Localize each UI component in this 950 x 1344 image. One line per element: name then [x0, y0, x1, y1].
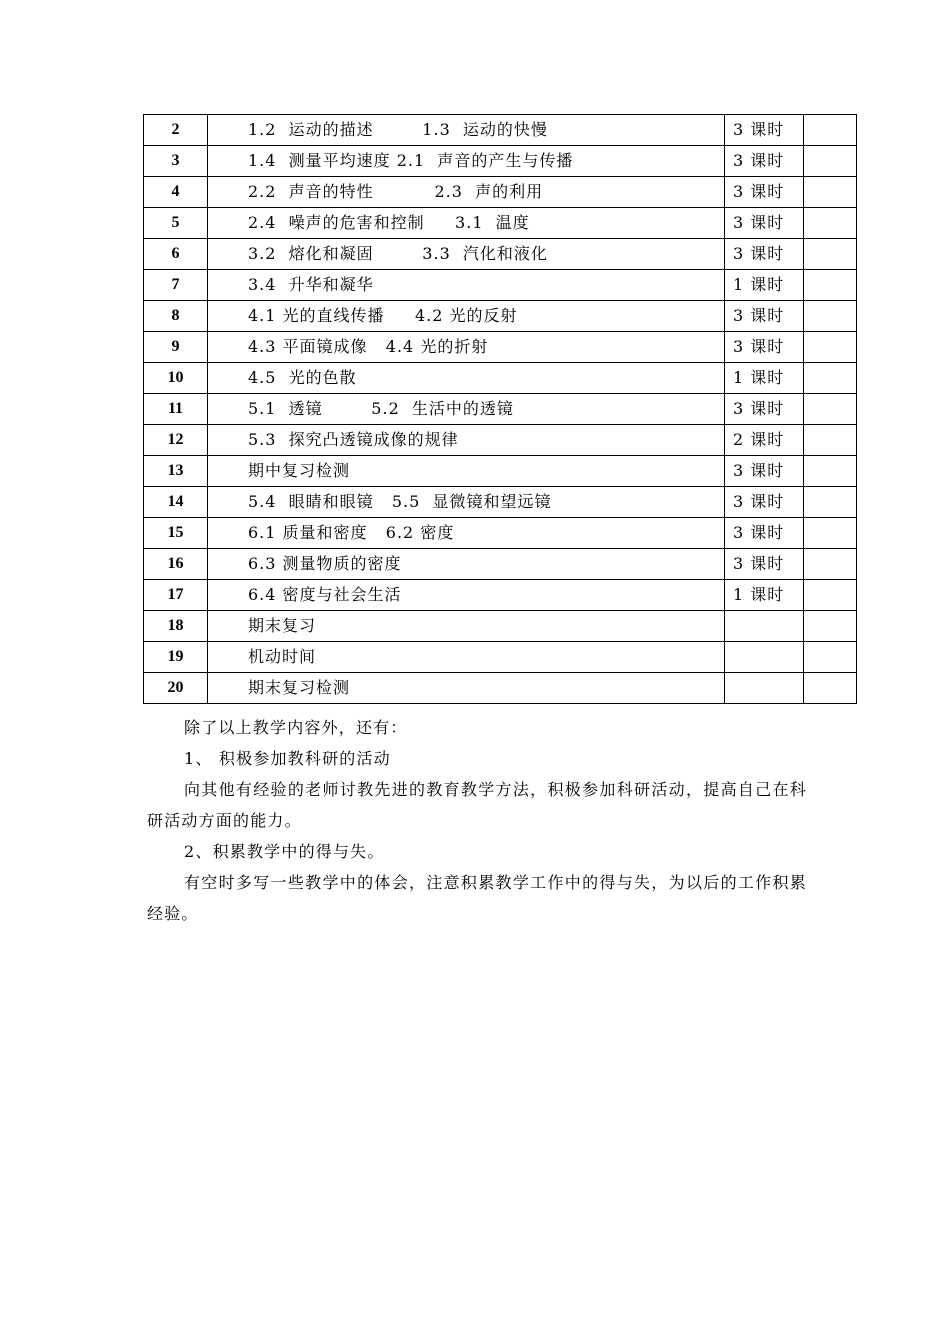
content-cell: 1.4 测量平均速度 2.1 声音的产生与传播: [208, 146, 725, 177]
hours-cell: [725, 673, 804, 704]
teaching-schedule-table: [143, 114, 857, 704]
table-row: [144, 239, 857, 270]
remarks-cell: [804, 394, 857, 425]
content-cell: 3.4 升华和凝华: [208, 270, 725, 301]
table-row: [144, 394, 857, 425]
remarks-cell: [804, 239, 857, 270]
remarks-cell: [804, 425, 857, 456]
content-cell: 期末复习: [208, 611, 725, 642]
hours-cell: 3 课时: [725, 208, 804, 239]
content-cell: 1.2 运动的描述 1.3 运动的快慢: [208, 115, 725, 146]
week-cell: 12: [144, 425, 208, 456]
content-cell: 5.4 眼睛和眼镜 5.5 显微镜和望远镜: [208, 487, 725, 518]
week-cell: 9: [144, 332, 208, 363]
remarks-cell: [804, 580, 857, 611]
content-cell: 5.3 探究凸透镜成像的规律: [208, 425, 725, 456]
table-row: [144, 487, 857, 518]
hours-cell: 3 课时: [725, 146, 804, 177]
week-cell: 11: [144, 394, 208, 425]
hours-cell: [725, 611, 804, 642]
week-cell: 2: [144, 115, 208, 146]
hours-cell: [725, 642, 804, 673]
table-row: [144, 177, 857, 208]
content-cell: 6.3 测量物质的密度: [208, 549, 725, 580]
remarks-cell: [804, 177, 857, 208]
week-cell: 8: [144, 301, 208, 332]
table-row: [144, 363, 857, 394]
table-row: [144, 456, 857, 487]
hours-cell: 3 课时: [725, 549, 804, 580]
table-row: [144, 673, 857, 704]
hours-cell: 3 课时: [725, 394, 804, 425]
hours-cell: 3 课时: [725, 487, 804, 518]
remarks-cell: [804, 673, 857, 704]
table-row: [144, 425, 857, 456]
table-row: [144, 580, 857, 611]
week-cell: 3: [144, 146, 208, 177]
week-cell: 16: [144, 549, 208, 580]
hours-cell: 1 课时: [725, 363, 804, 394]
item2-title: 2、积累教学中的得与失。: [184, 842, 385, 861]
table-row: [144, 518, 857, 549]
week-cell: 15: [144, 518, 208, 549]
hours-cell: 3 课时: [725, 456, 804, 487]
remarks-cell: [804, 115, 857, 146]
remarks-cell: [804, 363, 857, 394]
content-cell: 4.3 平面镜成像 4.4 光的折射: [208, 332, 725, 363]
week-cell: 7: [144, 270, 208, 301]
item2-paragraph: 有空时多写一些教学中的体会，注意积累教学工作中的得与失，为以后的工作积累经验。: [147, 873, 807, 923]
content-cell: 4.5 光的色散: [208, 363, 725, 394]
item1-title: 1、 积极参加教科研的活动: [184, 749, 391, 768]
remarks-cell: [804, 549, 857, 580]
remarks-cell: [804, 487, 857, 518]
content-cell: 6.4 密度与社会生活: [208, 580, 725, 611]
table-row: [144, 611, 857, 642]
remarks-cell: [804, 270, 857, 301]
content-cell: 4.1 光的直线传播 4.2 光的反射: [208, 301, 725, 332]
hours-cell: 1 课时: [725, 270, 804, 301]
content-cell: 期末复习检测: [208, 673, 725, 704]
hours-cell: 3 课时: [725, 301, 804, 332]
week-cell: 6: [144, 239, 208, 270]
week-cell: 17: [144, 580, 208, 611]
intro-paragraph: 除了以上教学内容外，还有：: [184, 718, 408, 737]
content-cell: 机动时间: [208, 642, 725, 673]
week-cell: 20: [144, 673, 208, 704]
week-cell: 10: [144, 363, 208, 394]
remarks-cell: [804, 301, 857, 332]
table-row: [144, 115, 857, 146]
content-cell: 3.2 熔化和凝固 3.3 汽化和液化: [208, 239, 725, 270]
table-row: [144, 332, 857, 363]
remarks-cell: [804, 332, 857, 363]
week-cell: 14: [144, 487, 208, 518]
content-cell: 5.1 透镜 5.2 生活中的透镜: [208, 394, 725, 425]
table-row: [144, 146, 857, 177]
hours-cell: 3 课时: [725, 239, 804, 270]
week-cell: 4: [144, 177, 208, 208]
remarks-cell: [804, 146, 857, 177]
content-cell: 2.2 声音的特性 2.3 声的利用: [208, 177, 725, 208]
hours-cell: 3 课时: [725, 115, 804, 146]
week-cell: 13: [144, 456, 208, 487]
table-row: [144, 208, 857, 239]
content-cell: 2.4 噪声的危害和控制 3.1 温度: [208, 208, 725, 239]
schedule-body: [144, 115, 857, 704]
hours-cell: 3 课时: [725, 518, 804, 549]
content-cell: 6.1 质量和密度 6.2 密度: [208, 518, 725, 549]
hours-cell: 3 课时: [725, 177, 804, 208]
item1-paragraph: 向其他有经验的老师讨教先进的教育教学方法，积极参加科研活动，提高自己在科研活动方面的能力。: [147, 780, 807, 830]
remarks-cell: [804, 208, 857, 239]
remarks-cell: [804, 611, 857, 642]
week-cell: 19: [144, 642, 208, 673]
week-cell: 18: [144, 611, 208, 642]
remarks-cell: [804, 518, 857, 549]
hours-cell: 1 课时: [725, 580, 804, 611]
remarks-cell: [804, 642, 857, 673]
table-row: [144, 301, 857, 332]
week-cell: 5: [144, 208, 208, 239]
content-cell: 期中复习检测: [208, 456, 725, 487]
hours-cell: 2 课时: [725, 425, 804, 456]
table-row: [144, 642, 857, 673]
table-row: [144, 270, 857, 301]
notes-section: [147, 712, 807, 929]
remarks-cell: [804, 456, 857, 487]
table-row: [144, 549, 857, 580]
hours-cell: 3 课时: [725, 332, 804, 363]
